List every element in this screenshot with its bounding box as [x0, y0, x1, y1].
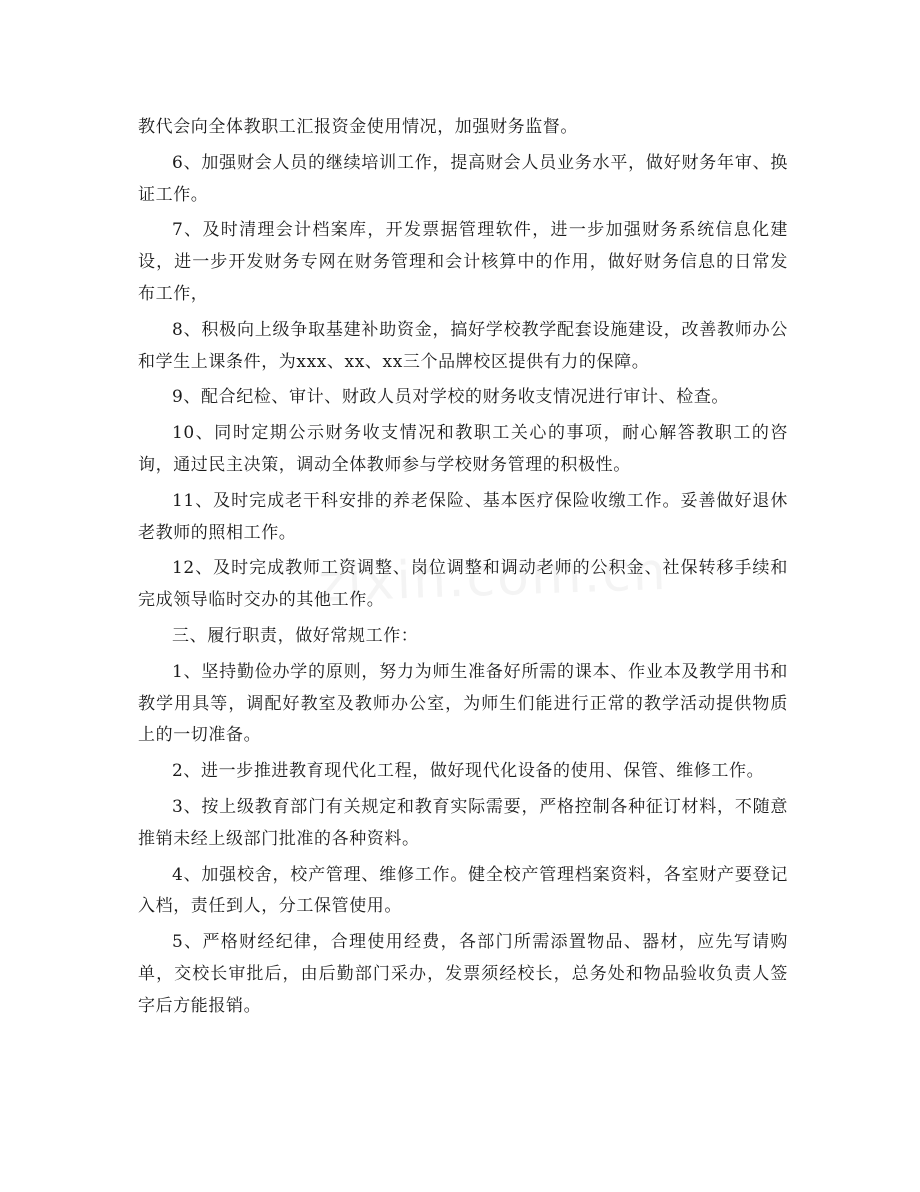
section-heading-3: 三、履行职责，做好常规工作： — [172, 625, 419, 646]
paragraph-item-8: 8、积极向上级争取基建补助资金，搞好学校教学配套设施建设，改善教师办公和学生上课条件，为xxx、xx、xx三个品牌校区提供有力的保障。 — [138, 319, 788, 372]
paragraph-item-10: 10、同时定期公示财务收支情况和教职工关心的事项，耐心解答教职工的咨询，通过民主决策，调动全体教师参与学校财务管理的积极性。 — [138, 423, 788, 475]
paragraph-item-12: 12、及时完成教师工资调整、岗位调整和调动老师的公积金、社保转移手续和完成领导临时交办的其他工作。 — [138, 558, 788, 611]
paragraph-sub-1: 1、坚持勤俭办学的原则，努力为师生准备好所需的课本、作业本及教学用书和教学用具等，调配好教室及教师办公室，为师生们能进行正常的教学活动提供物质上的一切准备。 — [138, 661, 788, 746]
paragraph-item-6: 6、加强财会人员的继续培训工作，提高财会人员业务水平，做好财务年审、换证工作。 — [138, 152, 788, 205]
paragraph-continuation: 教代会向全体教职工汇报资金使用情况，加强财务监督。 — [138, 117, 578, 137]
paragraph-sub-5: 5、严格财经纪律，合理使用经费，各部门所需添置物品、器材，应先写请购单，交校长审批后，由后勤部门采办，发票须经校长，总务处和物品验收负责人签字后方能报销。 — [138, 932, 788, 1016]
document-body — [138, 112, 788, 1027]
paragraph-sub-4: 4、加强校舍，校产管理、维修工作。健全校产管理档案资料，各室财产要登记入档，责任到人，分工保管使用。 — [138, 864, 788, 917]
paragraph-sub-2: 2、进一步推进教育现代化工程，做好现代化设备的使用、保管、维修工作。 — [172, 761, 765, 782]
paragraph-item-9: 9、配合纪检、审计、财政人员对学校的财务收支情况进行审计、检查。 — [172, 387, 730, 408]
paragraph-item-11: 11、及时完成老干科安排的养老保险、基本医疗保险收缴工作。妥善做好退休老教师的照相工作。 — [138, 490, 788, 543]
paragraph-item-7: 7、及时清理会计档案库，开发票据管理软件，进一步加强财务系统信息化建设，进一步开发财务专网在财务管理和会计核算中的作用，做好财务信息的日常发布工作， — [138, 220, 788, 304]
paragraph-sub-3: 3、按上级教育部门有关规定和教育实际需要，严格控制各种征订材料，不随意推销未经上级部门批准的各种资料。 — [138, 796, 788, 849]
